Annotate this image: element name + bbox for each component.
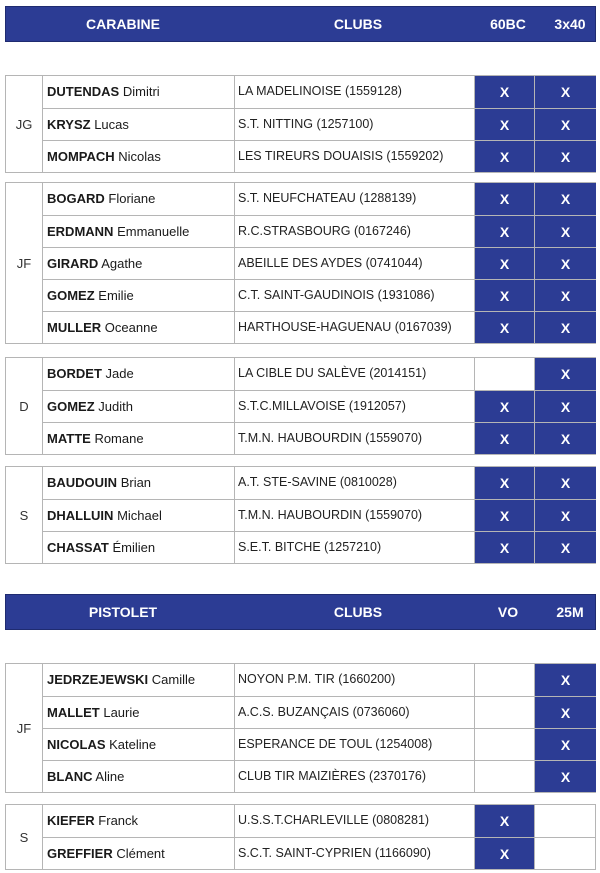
event-mark-2: X (535, 76, 596, 108)
event-mark-2 (535, 805, 596, 837)
table-row (43, 531, 595, 563)
table-row (43, 108, 595, 140)
clubs-heading: CLUBS (333, 604, 383, 620)
athlete-first-name: Emilie (98, 288, 134, 303)
club-name: LA MADELINOISE (1559128) (235, 76, 475, 108)
event-mark-1: X (475, 248, 535, 279)
athlete-name (43, 664, 235, 696)
athlete-last-name: DUTENDAS (47, 84, 120, 99)
club-name: LES TIREURS DOUAISIS (1559202) (235, 141, 475, 172)
athlete-name (43, 76, 235, 108)
athlete-first-name: Kateline (109, 737, 157, 752)
event-mark-1: X (475, 532, 535, 563)
event-mark-2: X (535, 423, 596, 454)
table-row (43, 499, 595, 531)
athlete-name (43, 423, 235, 454)
discipline-heading: PISTOLET (88, 604, 158, 620)
athlete-name (43, 248, 235, 279)
category-label: S (6, 467, 43, 563)
athlete-name (43, 391, 235, 422)
athlete-last-name: KIEFER (47, 813, 95, 828)
category-label: S (6, 805, 43, 869)
club-name: C.T. SAINT-GAUDINOIS (1931086) (235, 280, 475, 311)
event-mark-2: X (535, 216, 596, 247)
athlete-name (43, 467, 235, 499)
athlete-last-name: GOMEZ (47, 399, 95, 414)
event-mark-2: X (535, 532, 596, 563)
athlete-first-name: Brian (120, 475, 152, 490)
athlete-last-name: NICOLAS (47, 737, 106, 752)
athlete-last-name: GOMEZ (47, 288, 95, 303)
athlete-last-name: BOGARD (47, 191, 105, 206)
event-mark-2: X (535, 358, 596, 390)
clubs-heading: CLUBS (333, 16, 383, 32)
event-heading-2: 3x40 (554, 16, 586, 32)
table-row (43, 358, 595, 390)
table-row (43, 215, 595, 247)
table-row (43, 140, 595, 172)
athlete-first-name: Laurie (103, 705, 140, 720)
athlete-last-name: BORDET (47, 366, 102, 381)
athlete-name (43, 761, 235, 792)
athlete-last-name: MALLET (47, 705, 100, 720)
athlete-first-name: Michael (117, 508, 162, 523)
athlete-name (43, 697, 235, 728)
event-mark-1: X (475, 805, 535, 837)
category-group (5, 663, 596, 793)
table-row (43, 696, 595, 728)
event-mark-2: X (535, 312, 596, 343)
club-name: S.C.T. SAINT-CYPRIEN (1166090) (235, 838, 475, 869)
club-name: ABEILLE DES AYDES (0741044) (235, 248, 475, 279)
club-name: A.T. STE-SAVINE (0810028) (235, 467, 475, 499)
athlete-first-name: Romane (94, 431, 144, 446)
athlete-name (43, 838, 235, 869)
table-row (43, 760, 595, 792)
club-name: T.M.N. HAUBOURDIN (1559070) (235, 423, 475, 454)
event-mark-2: X (535, 280, 596, 311)
club-name: NOYON P.M. TIR (1660200) (235, 664, 475, 696)
table-row (43, 390, 595, 422)
athlete-first-name: Nicolas (118, 149, 161, 164)
athlete-name (43, 141, 235, 172)
event-mark-2: X (535, 500, 596, 531)
section-header (5, 6, 596, 42)
athlete-last-name: MULLER (47, 320, 102, 335)
athlete-last-name: ERDMANN (47, 224, 114, 239)
athlete-first-name: Judith (98, 399, 133, 414)
athlete-last-name: DHALLUIN (47, 508, 114, 523)
section-header (5, 594, 596, 630)
event-mark-1: X (475, 183, 535, 215)
event-mark-2 (535, 838, 596, 869)
athlete-name (43, 532, 235, 563)
athlete-name (43, 358, 235, 390)
category-group (5, 75, 596, 173)
athlete-first-name: Franck (98, 813, 139, 828)
table-row (43, 422, 595, 454)
event-mark-1: X (475, 312, 535, 343)
athlete-name (43, 805, 235, 837)
table-row (43, 664, 595, 696)
athlete-name (43, 312, 235, 343)
table-row (43, 279, 595, 311)
event-mark-1: X (475, 76, 535, 108)
club-name: S.T. NITTING (1257100) (235, 109, 475, 140)
event-heading-1: VO (497, 604, 519, 620)
athlete-last-name: MOMPACH (47, 149, 115, 164)
table-row (43, 247, 595, 279)
club-name: U.S.S.T.CHARLEVILLE (0808281) (235, 805, 475, 837)
club-name: S.T.C.MILLAVOISE (1912057) (235, 391, 475, 422)
athlete-name (43, 500, 235, 531)
event-mark-1 (475, 664, 535, 696)
event-mark-1 (475, 697, 535, 728)
category-label: D (6, 358, 43, 454)
athlete-first-name: Clément (116, 846, 165, 861)
event-mark-2: X (535, 109, 596, 140)
club-name: HARTHOUSE-HAGUENAU (0167039) (235, 312, 475, 343)
category-label: JG (6, 76, 43, 172)
event-heading-2: 25M (556, 604, 584, 620)
athlete-last-name: JEDRZEJEWSKI (47, 672, 149, 687)
category-label: JF (6, 664, 43, 792)
event-mark-2: X (535, 391, 596, 422)
event-heading-1: 60BC (490, 16, 526, 32)
athlete-last-name: BAUDOUIN (47, 475, 118, 490)
athlete-first-name: Agathe (101, 256, 143, 271)
table-row (43, 728, 595, 760)
event-mark-2: X (535, 697, 596, 728)
athlete-last-name: MATTE (47, 431, 91, 446)
athlete-first-name: Jade (105, 366, 134, 381)
event-mark-1 (475, 761, 535, 792)
club-name: A.C.S. BUZANÇAIS (0736060) (235, 697, 475, 728)
athlete-name (43, 109, 235, 140)
athlete-first-name: Oceanne (104, 320, 158, 335)
category-group (5, 182, 596, 344)
category-group (5, 357, 596, 455)
category-group (5, 804, 596, 870)
event-mark-1: X (475, 141, 535, 172)
event-mark-1: X (475, 838, 535, 869)
athlete-first-name: Camille (151, 672, 196, 687)
event-mark-1: X (475, 280, 535, 311)
athlete-name (43, 216, 235, 247)
club-name: ESPERANCE DE TOUL (1254008) (235, 729, 475, 760)
athlete-first-name: Lucas (94, 117, 129, 132)
event-mark-1: X (475, 423, 535, 454)
category-group (5, 466, 596, 564)
event-mark-2: X (535, 248, 596, 279)
event-mark-1 (475, 729, 535, 760)
table-row (43, 467, 595, 499)
event-mark-2: X (535, 761, 596, 792)
club-name: CLUB TIR MAIZIÈRES (2370176) (235, 761, 475, 792)
event-mark-1: X (475, 391, 535, 422)
athlete-last-name: BLANC (47, 769, 93, 784)
event-mark-2: X (535, 183, 596, 215)
club-name: LA CIBLE DU SALÈVE (2014151) (235, 358, 475, 390)
athlete-first-name: Aline (95, 769, 125, 784)
athlete-first-name: Émilien (112, 540, 156, 555)
event-mark-2: X (535, 141, 596, 172)
category-label: JF (6, 183, 43, 343)
athlete-name (43, 729, 235, 760)
event-mark-1 (475, 358, 535, 390)
athlete-first-name: Floriane (108, 191, 156, 206)
athlete-name (43, 280, 235, 311)
event-mark-2: X (535, 467, 596, 499)
athlete-first-name: Emmanuelle (117, 224, 190, 239)
table-row (43, 805, 595, 837)
event-mark-1: X (475, 500, 535, 531)
table-row (43, 183, 595, 215)
club-name: R.C.STRASBOURG (0167246) (235, 216, 475, 247)
table-row (43, 311, 595, 343)
club-name: S.E.T. BITCHE (1257210) (235, 532, 475, 563)
event-mark-2: X (535, 664, 596, 696)
athlete-name (43, 183, 235, 215)
event-mark-1: X (475, 109, 535, 140)
discipline-heading: CARABINE (86, 16, 160, 32)
table-row (43, 76, 595, 108)
table-row (43, 837, 595, 869)
athlete-last-name: GIRARD (47, 256, 99, 271)
athlete-first-name: Dimitri (122, 84, 160, 99)
event-mark-2: X (535, 729, 596, 760)
athlete-last-name: GREFFIER (47, 846, 113, 861)
athlete-last-name: KRYSZ (47, 117, 91, 132)
club-name: T.M.N. HAUBOURDIN (1559070) (235, 500, 475, 531)
event-mark-1: X (475, 467, 535, 499)
event-mark-1: X (475, 216, 535, 247)
club-name: S.T. NEUFCHATEAU (1288139) (235, 183, 475, 215)
athlete-last-name: CHASSAT (47, 540, 109, 555)
